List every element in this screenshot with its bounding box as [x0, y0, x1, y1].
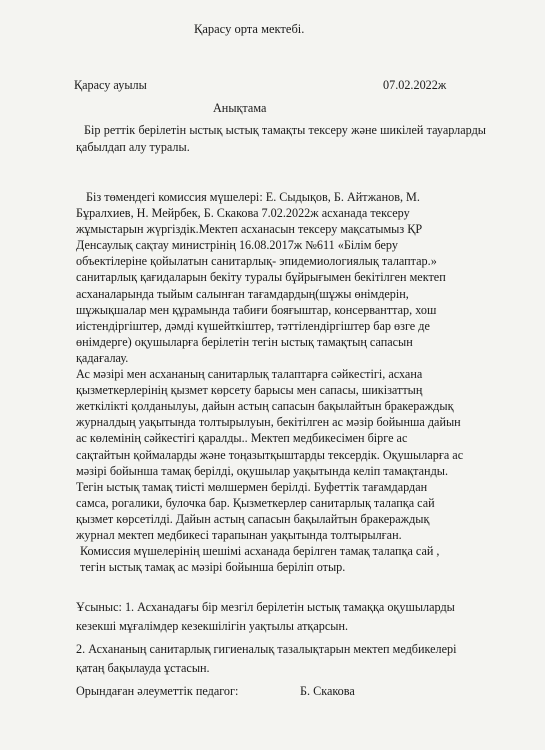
recommendation-2: 2. Асхананың санитарлық гигиеналық тазалықтарын мектеп медбикелері қатаң бақылауда ұстасын.	[76, 642, 457, 675]
body-line: қызмет көрсетілді. Дайын астың сапасын бақылайтын бракераждық	[76, 511, 430, 526]
body-line: Біз төмендегі комиссия мүшелері: Е. Сыдықов, Б. Айтжанов, М.	[86, 190, 420, 204]
body-line: қадағалау.	[76, 350, 129, 365]
body-line: журнал мектеп медбикесі тарапынан уақытында толтырылған.	[76, 527, 402, 542]
document-subject: Бір реттік берілетін ыстық ыстық тамақты тексеру және шикілей тауарларды қабылдап алу туралы.	[76, 123, 486, 154]
body-line: иістендіргіштер, дәмді күшейткіштер, тәттілендіргіштер бар өзге де	[76, 318, 430, 333]
body-line: Тегін ыстық тамақ тиісті мөлшермен берілді. Буфеттік тағамдардан	[76, 479, 428, 494]
signatory-name: Б. Скакова	[300, 684, 355, 698]
body-line: асханаларында тыйым салынған тағамдардың(шұжы өнімдерін,	[76, 286, 409, 301]
body-line: жұмыстарын жүргіздік.Мектеп асханасын тексеру мақсатымыз ҚР	[76, 222, 423, 237]
body-line: өнімдерге) оқушыларға берілетін тегін ыстық тамақтың сапасын	[76, 334, 413, 349]
body-line: Бұралхиев, Н. Мейрбек, Б. Скакова 7.02.2022ж асханада тексеру	[76, 206, 410, 221]
body-line: санитарлық қағидаларын бекіту туралы бұйрығымен бекітілген мектеп	[76, 270, 446, 285]
body-line: тегін ыстық тамақ ас мәзірі бойынша беріліп отыр.	[80, 560, 346, 575]
body-line: мәзірі бойынша тамақ берілді, оқушылар уақытында келіп тамақтанды.	[76, 463, 449, 478]
document-heading: Анықтама	[213, 101, 267, 115]
body-line: журналдың уақытында толтырылуын, бекітілген ас мәзір бойынша дайын	[76, 415, 461, 430]
body-line: сақтайтын қоймаларды және тоңазытқыштарды тексердік. Оқушыларға ас	[76, 447, 464, 462]
body-line: шұжықшалар мен құрамында табиғи бояғыштар, консерванттар, хош	[76, 302, 437, 317]
body-line: самса, рогалики, булочка бар. Қызметкерлер санитарлық талапқа сай	[76, 495, 435, 510]
signatory-role: Орындаған әлеуметтік педагог:	[76, 684, 239, 698]
document-date: 07.02.2022ж	[383, 78, 447, 92]
document-body	[76, 189, 484, 575]
body-line: қызметкерлерінің қызмет көрсету барысы мен сапасы, шикізаттың	[76, 383, 423, 398]
recommendation-1: Ұсыныс: 1. Асханадағы бір мезгіл берілетін ыстық тамаққа оқушыларды кезекші мұғалімдер кезекшілігін уақтылы атқарсын.	[76, 600, 455, 633]
school-name: Қарасу орта мектебі.	[194, 22, 305, 36]
body-line: Комиссия мүшелерінің шешімі асханада берілген тамақ талапқа сай ,	[80, 544, 440, 559]
body-line: жеткілікті қолданылуы, дайын астың сапасын бақылайтын бракераждық	[76, 399, 454, 414]
body-line: ас көлемінің сәйкестігі қаралды.. Мектеп медбикесімен бірге ас	[76, 431, 408, 446]
village-name: Қарасу ауылы	[74, 78, 147, 92]
body-line: Денсаулық сақтау министрінің 16.08.2017ж №611 «Білім беру	[76, 238, 398, 253]
body-line: Ас мәзірі мен асхананың санитарлық талаптарға сәйкестігі, асхана	[76, 367, 423, 382]
body-line: объектілеріне қойылатын санитарлық- эпидемиологиялық талаптар.»	[76, 254, 437, 269]
